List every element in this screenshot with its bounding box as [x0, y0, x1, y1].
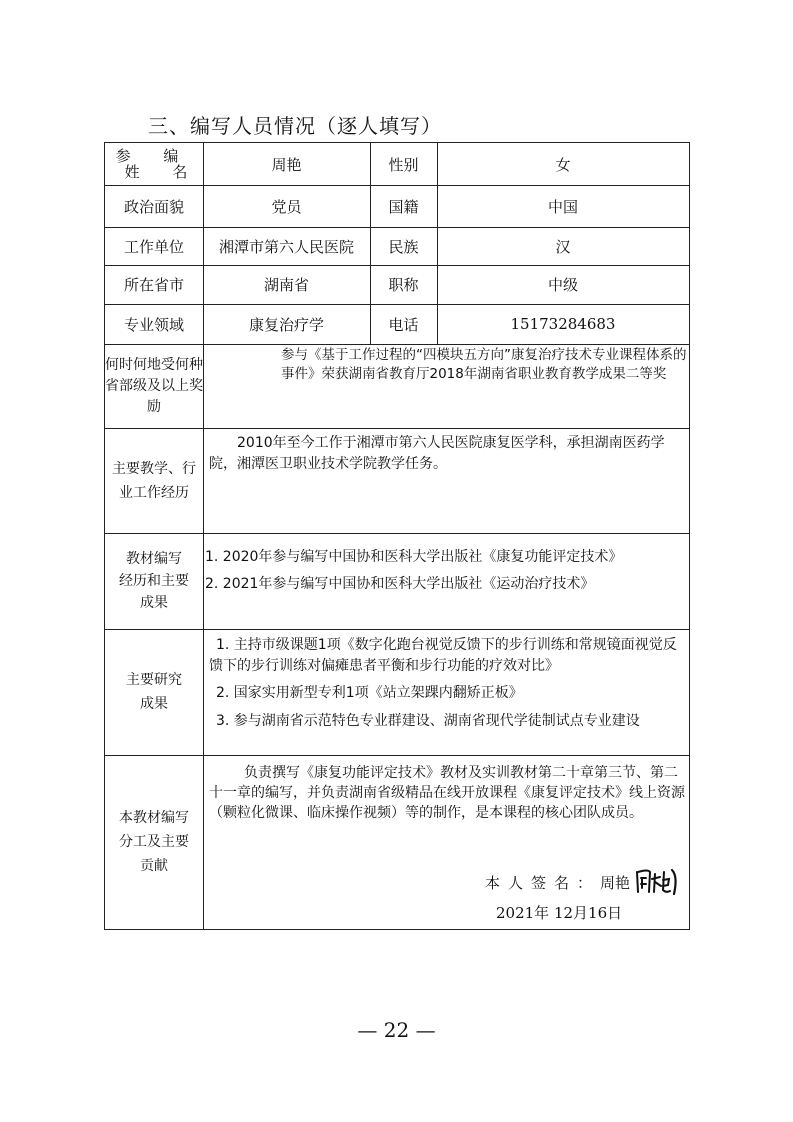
- field-label: 专业领域: [123, 315, 184, 334]
- research-label-line2: 成果: [140, 696, 168, 712]
- awards-label-line1: 何时何地受何种: [105, 356, 203, 373]
- awards-label: [105, 344, 203, 428]
- contribution-label-line2: 分工及主要: [119, 834, 189, 850]
- awards-text: 参与《基于工作过程的“四模块五方向”康复治疗技术专业课程体系的事件》荣获湖南省教育厅2018年湖南省职业教育教学成果二等奖: [281, 347, 687, 382]
- ethnicity-value: 汉: [555, 237, 571, 256]
- experience-text: 2010年至今工作于湘潭市第六人民医院康复医学科，承担湖南医药学院，湘潭医卫职业技术学院教学任务。: [209, 435, 665, 472]
- contribution-label-line3: 贡献: [140, 858, 168, 874]
- experience-label-line2: 业工作经历: [119, 484, 189, 501]
- research-label-line1: 主要研究: [126, 672, 182, 688]
- province-label: 所在省市: [123, 276, 184, 294]
- header-label-top: 参 编: [115, 147, 193, 165]
- employer-value: 湘潭市第六人民医院: [218, 237, 354, 256]
- title-value: 中级: [547, 276, 578, 294]
- political-label: 政治面貌: [123, 197, 184, 216]
- textbook-label-line3: 成果: [140, 595, 168, 611]
- phone-label: 电话: [388, 315, 419, 334]
- textbook-label-line1: 教材编写: [126, 551, 182, 567]
- research-item-3: 3. 参与湖南省示范特色专业群建设、湖南省现代学徒制试点专业建设: [216, 713, 640, 729]
- nationality-value: 中国: [547, 197, 578, 216]
- experience-label-line1: 主要教学、行: [112, 460, 196, 477]
- section-title: 三、编写人员情况（逐人填写）: [148, 114, 442, 138]
- contribution-label: [105, 755, 203, 929]
- experience-label: [105, 428, 203, 533]
- header-label-bottom: 姓 名: [124, 163, 202, 181]
- field-value: 康复治疗学: [248, 315, 324, 334]
- gender-value: 女: [555, 155, 571, 174]
- contribution-label-line1: 本教材编写: [119, 810, 189, 826]
- research-item-2: 2. 国家实用新型专利1项《站立架踝内翻矫正板》: [216, 685, 523, 701]
- header-label-cell: [105, 143, 203, 185]
- title-label: 职称: [388, 276, 419, 294]
- research-item-1: 1. 主持市级课题1项《数字化跑台视觉反馈下的步行训练和常规镜面视觉反馈下的步行训练对偏瘫患者平衡和步行功能的疗效对比》: [209, 637, 677, 674]
- awards-label-line2: 省部级及以上奖励: [105, 377, 203, 415]
- page-number: — 22 —: [357, 1018, 436, 1042]
- signature-line: [485, 866, 682, 898]
- contribution-text: 负责撰写《康复功能评定技术》教材及实训教材第二十章第三节、第二十一章的编写，并负责湖南省级精品在线开放课程《康复评定技术》线上资源（颗粒化微课、临床操作视频）等的制作，是本课程的核心团队成员。: [209, 765, 685, 821]
- textbook-item-1: 1. 2020年参与编写中国协和医科大学出版社《康复功能评定技术》: [205, 549, 623, 565]
- phone-value: 15173284683: [510, 315, 616, 333]
- handwritten-signature-icon: [634, 866, 682, 898]
- signature-name: 周艳: [600, 873, 631, 892]
- signature-label: 本人签名：: [485, 873, 601, 892]
- gender-label: 性别: [388, 155, 419, 174]
- signature-date: 2021年 12月16日: [496, 904, 623, 922]
- textbook-label-line2: 经历和主要: [119, 573, 189, 589]
- employer-label: 工作单位: [123, 237, 184, 256]
- political-value: 党员: [271, 197, 302, 216]
- ethnicity-label: 民族: [388, 237, 419, 256]
- research-label: [105, 629, 203, 755]
- province-value: 湖南省: [263, 276, 309, 294]
- staff-info-table: [104, 142, 690, 930]
- textbook-item-2: 2. 2021年参与编写中国协和医科大学出版社《运动治疗技术》: [205, 576, 595, 592]
- nationality-label: 国籍: [388, 197, 419, 216]
- textbook-label: [105, 533, 203, 629]
- name-value: 周艳: [271, 155, 302, 174]
